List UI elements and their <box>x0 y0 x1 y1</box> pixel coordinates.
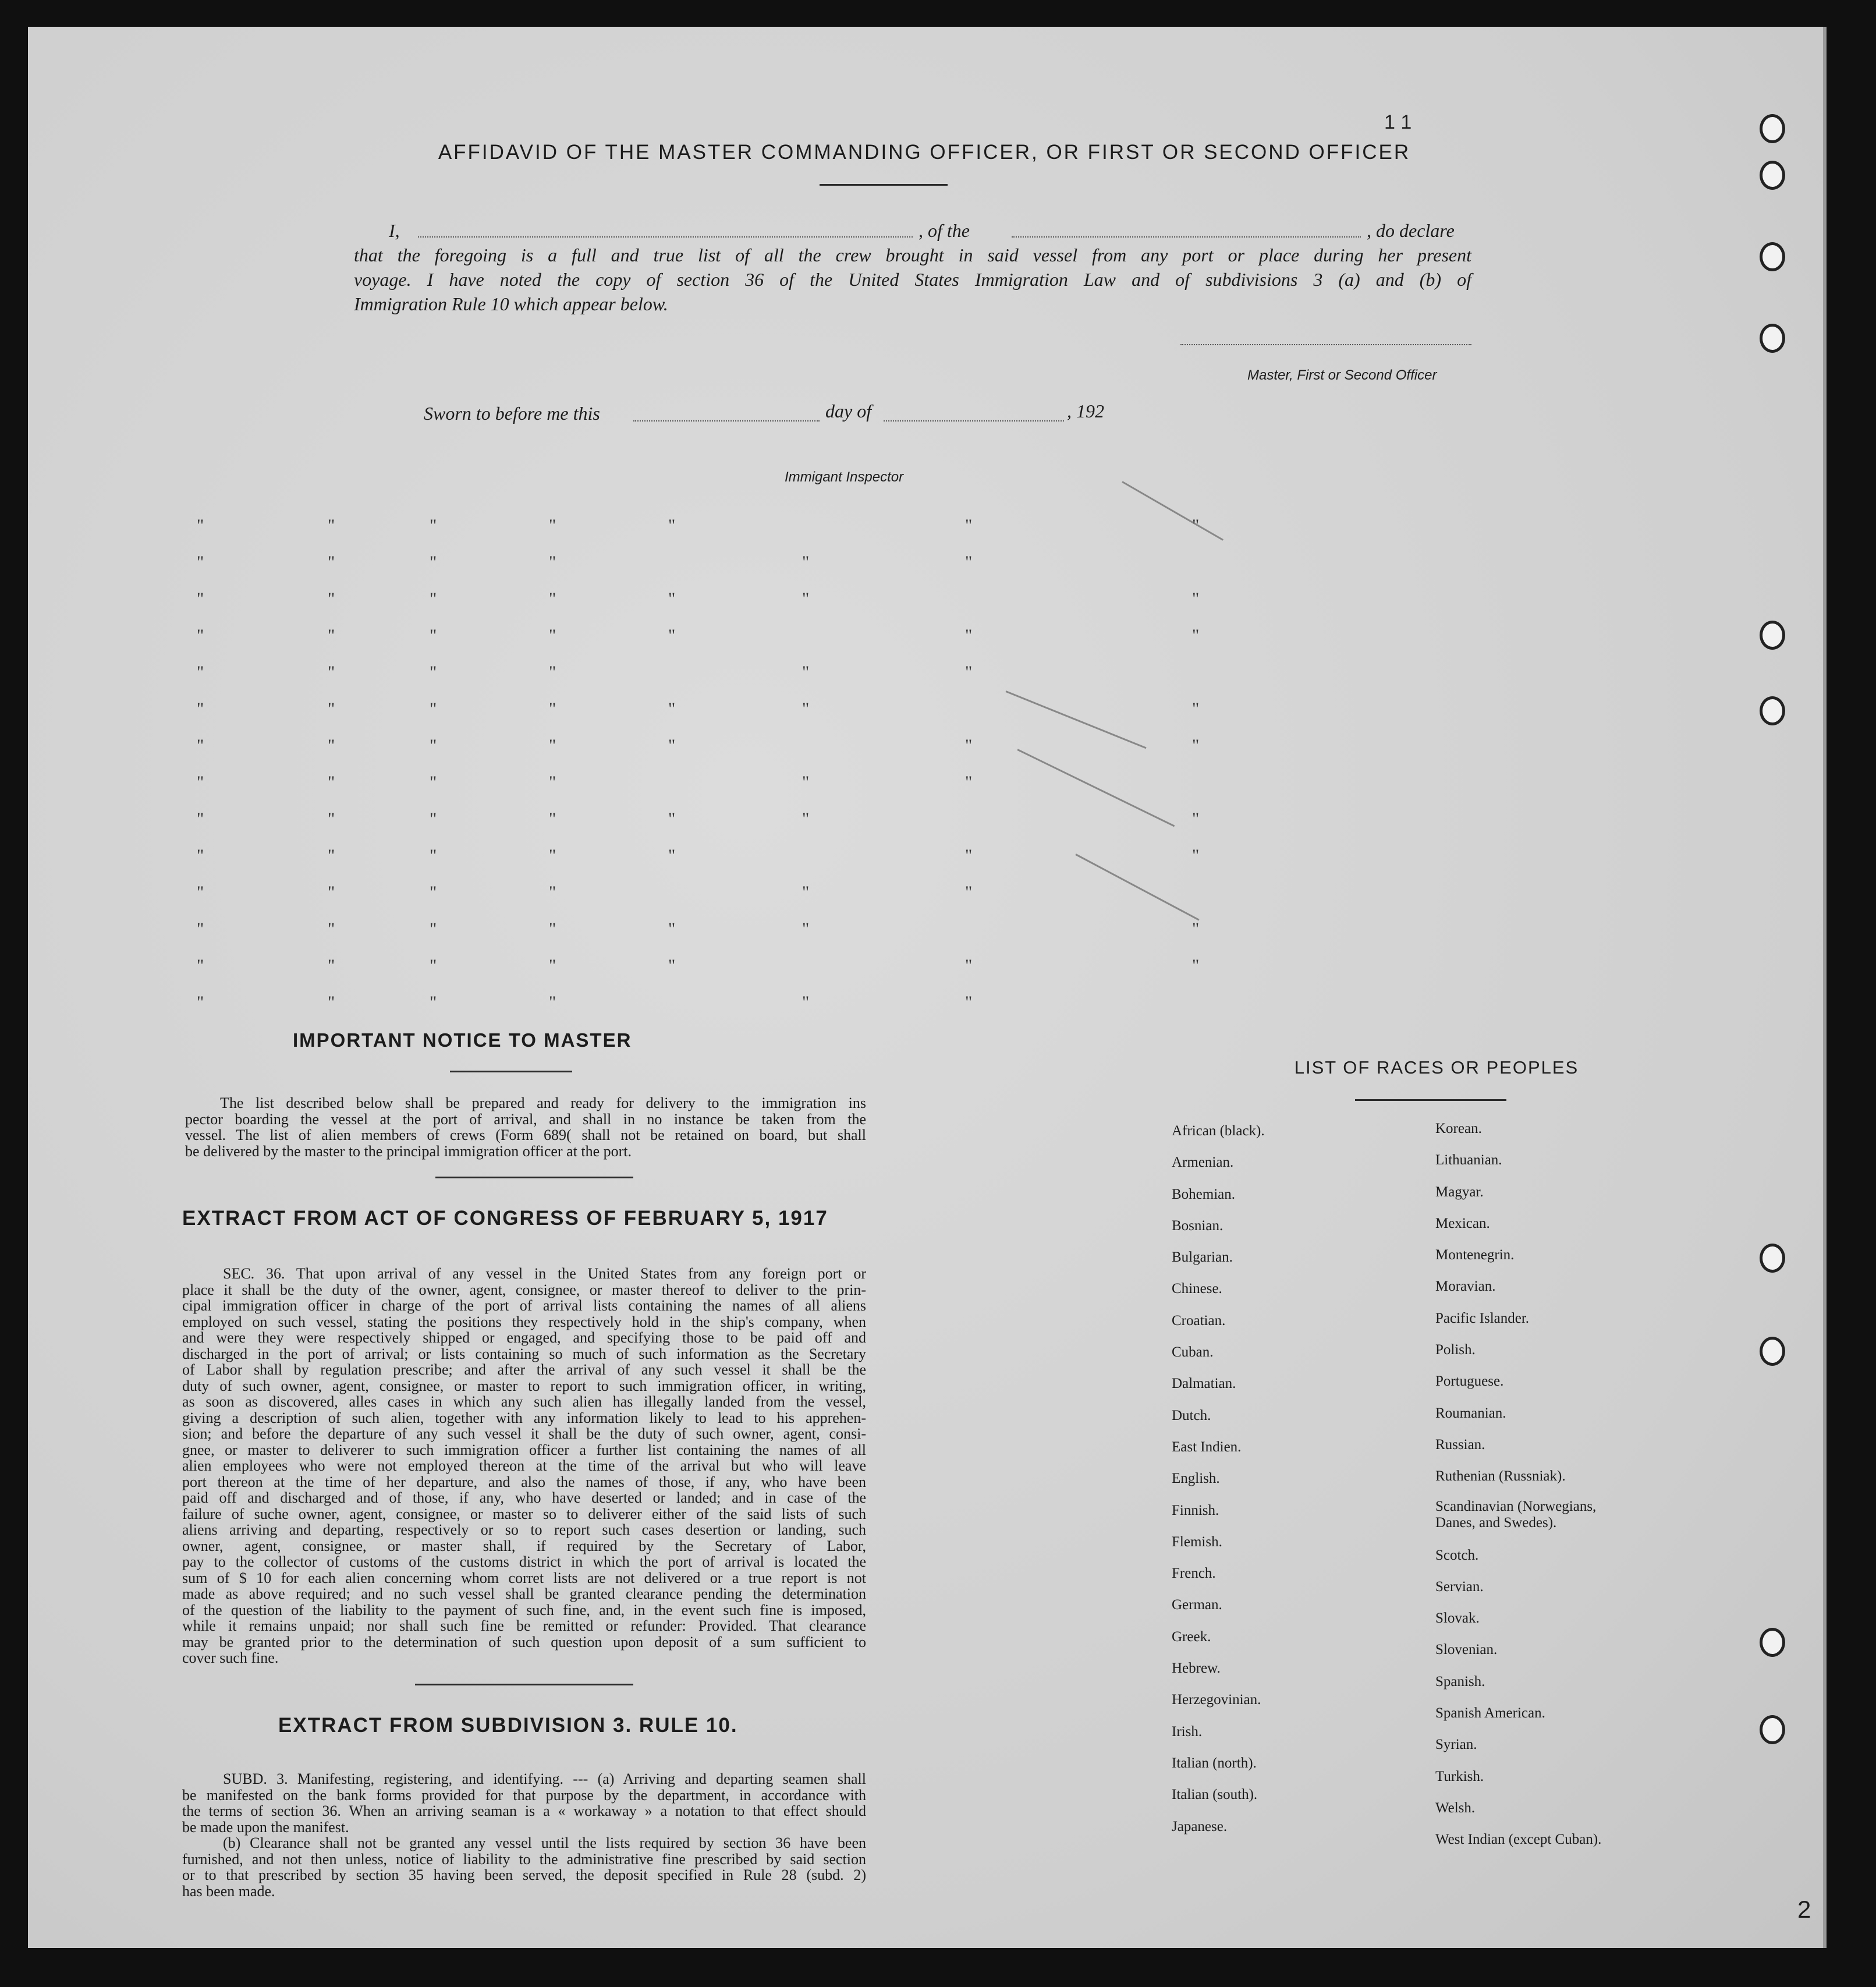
paragraph-line: port thereon at the time of her departure, and also the names of those, if any, who have been <box>182 1473 866 1490</box>
paragraph-line: owner, agent, consignee, or master shall, if required by the Secretary of Labor, <box>182 1537 866 1554</box>
ditto-mark: " <box>549 589 556 608</box>
paragraph-line: of the question of the liability to the payment of such fine, and, in the event such fine is imposed, <box>182 1601 866 1618</box>
notice-line: The list described below shall be prepared and ready for delivery to the immigration ins <box>220 1095 866 1111</box>
paragraph-line: paid off and discharged and of those, if any, who have deserted or landed; and in case of the <box>182 1489 866 1506</box>
ditto-mark: " <box>965 552 973 572</box>
ditto-mark: " <box>1192 956 1200 975</box>
ditto-mark: " <box>328 809 335 828</box>
ditto-mark: " <box>430 919 437 938</box>
ditto-mark: " <box>328 589 335 608</box>
ditto-mark: " <box>965 883 973 902</box>
ditto-mark: " <box>549 956 556 975</box>
paragraph-line: may be granted prior to the determination of such question upon deposit of a sum sufficient to <box>182 1633 866 1650</box>
ditto-mark: " <box>328 993 335 1012</box>
ditto-mark: " <box>668 516 676 535</box>
race-item: East Indien. <box>1172 1439 1242 1455</box>
paragraph-line: of Labor shall by regulation prescribe; and after the arrival of any such vessel it shall be the <box>182 1361 866 1378</box>
signature-line <box>1180 344 1471 345</box>
scratch-mark <box>1005 690 1146 749</box>
ditto-mark: " <box>430 516 437 535</box>
ditto-mark: " <box>328 956 335 975</box>
binder-hole <box>1760 1628 1785 1657</box>
ditto-mark: " <box>668 589 676 608</box>
ditto-mark: " <box>802 919 810 938</box>
binder-hole <box>1760 161 1785 190</box>
ditto-mark: " <box>328 736 335 755</box>
ditto-mark: " <box>1192 919 1200 938</box>
ditto-mark: " <box>802 883 810 902</box>
ditto-mark: " <box>668 699 676 718</box>
ditto-mark: " <box>965 956 973 975</box>
ditto-mark: " <box>1192 809 1200 828</box>
ditto-mark: " <box>430 663 437 682</box>
ditto-mark: " <box>197 919 204 938</box>
ditto-mark: " <box>668 736 676 755</box>
ditto-mark: " <box>549 846 556 865</box>
ditto-mark: " <box>549 516 556 535</box>
ditto-mark: " <box>328 846 335 865</box>
notice-text <box>185 1095 866 1159</box>
ditto-mark: " <box>965 736 973 755</box>
rule-extract-title: EXTRACT FROM SUBDIVISION 3. RULE 10. <box>278 1714 738 1737</box>
day-of-text: day of <box>825 401 872 422</box>
race-item: Irish. <box>1172 1723 1203 1740</box>
ditto-mark: " <box>328 699 335 718</box>
paragraph-line: place it shall be the duty of the owner, agent, consignee, or master thereof to deliver to the prin- <box>182 1281 866 1298</box>
race-item: West Indian (except Cuban). <box>1435 1832 1602 1848</box>
notice-line: vessel. The list of alien members of crews (Form 689( shall not be retained on board, but shall <box>185 1127 866 1143</box>
paragraph-line: SEC. 36. That upon arrival of any vessel in the United States from any foreign port or <box>223 1265 866 1282</box>
ditto-mark: " <box>802 699 810 718</box>
ditto-mark: " <box>549 809 556 828</box>
ditto-mark: " <box>668 626 676 645</box>
races-right-column <box>1435 1113 1610 1856</box>
ditto-mark: " <box>197 993 204 1012</box>
paragraph-line: employed on such vessel, stating the positions they respectively hold in the ship's company, when <box>182 1313 866 1330</box>
race-item: Italian (south). <box>1172 1787 1258 1803</box>
ditto-mark: " <box>328 919 335 938</box>
race-item: Dalmatian. <box>1172 1376 1236 1392</box>
race-item: Slovenian. <box>1435 1642 1498 1658</box>
race-item: Roumanian. <box>1435 1405 1506 1421</box>
race-item: Polish. <box>1435 1342 1476 1358</box>
affidavit-title: AFFIDAVID OF THE MASTER COMMANDING OFFICER, OR FIRST OR SECOND OFFICER <box>438 141 1411 164</box>
race-item: Spanish American. <box>1435 1705 1545 1722</box>
race-item: Greek. <box>1172 1628 1211 1645</box>
ditto-mark: " <box>430 846 437 865</box>
scratch-mark <box>1075 853 1199 920</box>
title-rule <box>820 184 948 186</box>
day-blank <box>633 420 820 422</box>
paragraph-line: sion; and before the departure of any such vessel it shall be the duty of such owner, agent, consi- <box>182 1425 866 1442</box>
act-end-rule <box>415 1684 633 1685</box>
race-item: Chinese. <box>1172 1281 1222 1297</box>
scratch-mark <box>1122 481 1224 541</box>
paragraph-line: aliens arriving and departing, respectively or so to report such cases desertion or landing, such <box>182 1521 866 1538</box>
ditto-mark: " <box>197 956 204 975</box>
ditto-mark: " <box>197 663 204 682</box>
margin-mark: 1 1 <box>1384 111 1412 133</box>
paragraph-line: or to that prescribed by section 35 having been served, the deposit specified in Rule 28 (subd. 2) <box>182 1866 866 1883</box>
race-item: Flemish. <box>1172 1533 1222 1550</box>
ditto-mark: " <box>328 626 335 645</box>
vessel-blank <box>1012 236 1361 238</box>
race-item: Moravian. <box>1435 1278 1496 1295</box>
year-text: , 192 <box>1067 401 1104 422</box>
ditto-mark: " <box>430 993 437 1012</box>
ditto-mark: " <box>802 589 810 608</box>
paragraph-line: cover such fine. <box>182 1649 279 1666</box>
binder-hole <box>1760 324 1785 353</box>
ditto-mark: " <box>328 552 335 572</box>
ditto-mark: " <box>802 993 810 1012</box>
race-item: Ruthenian (Russniak). <box>1435 1468 1566 1485</box>
paragraph-line: failure of suche owner, agent, consignee, or master so to deliverer either of the said lists of such <box>182 1505 866 1522</box>
race-item: Armenian. <box>1172 1154 1234 1171</box>
paragraph-line: (b) Clearance shall not be granted any vessel until the lists required by section 36 have been <box>223 1834 866 1851</box>
paragraph-line: giving a description of such alien, together with any information likely to lead to his apprehen- <box>182 1409 866 1426</box>
ditto-mark: " <box>1192 736 1200 755</box>
ditto-mark: " <box>430 552 437 572</box>
binder-hole <box>1760 621 1785 650</box>
ditto-mark: " <box>965 846 973 865</box>
month-blank <box>884 420 1064 422</box>
ditto-mark: " <box>965 516 973 535</box>
binder-hole <box>1760 242 1785 271</box>
races-title: LIST OF RACES OR PEOPLES <box>1294 1057 1579 1078</box>
ditto-mark: " <box>430 699 437 718</box>
ditto-mark: " <box>197 846 204 865</box>
ditto-mark: " <box>668 809 676 828</box>
race-item: French. <box>1172 1565 1216 1582</box>
affidavit-line-4: Immigration Rule 10 which appear below. <box>354 293 668 314</box>
affidavit-do-declare: , do declare <box>1367 220 1455 241</box>
ditto-mark: " <box>802 663 810 682</box>
paragraph-line: and were they were respectively shipped or engaged, and specifying those to be paid off and <box>182 1329 866 1346</box>
paragraph-line: discharged in the port of arrival; or lists containing so much of such information as the Secretary <box>182 1345 866 1362</box>
paragraph-line: made as above required; and no such vessel shall be granted clearance pending the determination <box>182 1585 866 1602</box>
race-item: Portuguese. <box>1435 1373 1504 1390</box>
race-item: German. <box>1172 1597 1222 1613</box>
ditto-mark: " <box>430 626 437 645</box>
race-item: Finnish. <box>1172 1502 1219 1518</box>
paragraph-line: pay to the collector of customs of the customs district in which the port of arrival is located the <box>182 1553 866 1570</box>
paragraph-line: has been made. <box>182 1882 275 1900</box>
ditto-mark: " <box>668 956 676 975</box>
ditto-mark: " <box>197 773 204 792</box>
ditto-mark: " <box>549 626 556 645</box>
ditto-mark: " <box>328 773 335 792</box>
notice-rule <box>450 1071 572 1072</box>
ditto-mark: " <box>549 699 556 718</box>
ditto-mark: " <box>430 736 437 755</box>
master-signature-label: Master, First or Second Officer <box>1247 367 1437 383</box>
ditto-mark: " <box>549 552 556 572</box>
binder-hole <box>1760 1337 1785 1366</box>
ditto-mark: " <box>328 883 335 902</box>
affidavit-line-2: that the foregoing is a full and true list of all the crew brought in said vessel from any port or place during her present <box>354 245 1471 265</box>
binder-hole <box>1760 1715 1785 1744</box>
ditto-mark: " <box>197 883 204 902</box>
ditto-mark: " <box>197 699 204 718</box>
ditto-mark: " <box>1192 846 1200 865</box>
ditto-mark: " <box>549 919 556 938</box>
inspector-label: Immigant Inspector <box>785 469 904 485</box>
notice-title: IMPORTANT NOTICE TO MASTER <box>293 1029 632 1051</box>
sworn-text: Sworn to before me this <box>424 403 600 424</box>
race-item: Italian (north). <box>1172 1755 1257 1771</box>
race-item: Scotch. <box>1435 1547 1479 1563</box>
ditto-mark: " <box>430 809 437 828</box>
ditto-mark: " <box>197 516 204 535</box>
race-item: Magyar. <box>1435 1184 1484 1200</box>
ditto-mark: " <box>197 552 204 572</box>
ditto-mark: " <box>1192 516 1200 535</box>
race-item: Herzegovinian. <box>1172 1692 1261 1708</box>
ditto-mark: " <box>668 846 676 865</box>
race-item: Mexican. <box>1435 1215 1490 1231</box>
race-item: Croatian. <box>1172 1312 1226 1329</box>
paragraph-line: gnee, or master to deliverer to such immigration officer a further list containing the names of all <box>182 1441 866 1458</box>
race-item: Bohemian. <box>1172 1186 1236 1202</box>
race-item: Lithuanian. <box>1435 1152 1502 1168</box>
affidavit-of-the: , of the <box>919 220 970 241</box>
ditto-mark: " <box>197 589 204 608</box>
binder-hole <box>1760 696 1785 725</box>
paragraph-line: the terms of section 36. When an arriving seaman is a « workaway » a notation to that effect should <box>182 1802 866 1819</box>
race-item: Japanese. <box>1172 1818 1228 1834</box>
paragraph-line: while it remains unpaid; nor shall such fine be remitted or refunder: Provided. That clearance <box>182 1617 866 1634</box>
race-item: Russian. <box>1435 1436 1485 1453</box>
race-item: English. <box>1172 1471 1220 1487</box>
affidavit-line-3: voyage. I have noted the copy of section 36 of the United States Immigration Law and of subdivisions 3 (a) and (b) of <box>354 269 1471 290</box>
race-item: Hebrew. <box>1172 1660 1221 1677</box>
binder-hole <box>1760 114 1785 143</box>
scratch-mark <box>1017 749 1175 827</box>
ditto-mark: " <box>549 993 556 1012</box>
ditto-mark: " <box>1192 626 1200 645</box>
race-item: Turkish. <box>1435 1768 1484 1784</box>
race-item: Bosnian. <box>1172 1217 1224 1234</box>
ditto-mark: " <box>430 883 437 902</box>
ditto-mark: " <box>802 773 810 792</box>
ditto-mark: " <box>549 773 556 792</box>
race-item: Spanish. <box>1435 1673 1485 1690</box>
rule-extract-text <box>182 1771 866 1899</box>
race-item: Servian. <box>1435 1578 1484 1595</box>
ditto-mark: " <box>328 516 335 535</box>
paragraph-line: sum of $ 10 for each alien concerning whom corret lists are not delivered or a true report is not <box>182 1569 866 1586</box>
paragraph-line: SUBD. 3. Manifesting, registering, and identifying. --- (a) Arriving and departing seamen shall <box>223 1770 866 1787</box>
page-number: 2 <box>1797 1896 1811 1923</box>
race-item: Slovak. <box>1435 1610 1480 1627</box>
binder-hole <box>1760 1244 1785 1273</box>
races-rule <box>1355 1099 1506 1101</box>
ditto-mark: " <box>430 956 437 975</box>
race-item: Scandinavian (Norwegians, Danes, and Swedes). <box>1435 1498 1597 1531</box>
ditto-mark: " <box>549 883 556 902</box>
ditto-mark: " <box>965 773 973 792</box>
notice-line: be delivered by the master to the principal immigration officer at the port. <box>185 1142 632 1160</box>
affidavit-i: I, <box>389 220 400 241</box>
paragraph-line: as soon as discovered, alles cases in which any such alien has illegally landed from the vessel, <box>182 1393 866 1410</box>
notice-end-rule <box>435 1177 633 1178</box>
ditto-mark: " <box>965 993 973 1012</box>
paragraph-line: be manifested on the bank forms provided for that purpose by the department, in accordance with <box>182 1786 866 1804</box>
paragraph-line: cipal immigration officer in charge of the port of arrival lists containing the names of all aliens <box>182 1297 866 1314</box>
ditto-mark: " <box>549 736 556 755</box>
ditto-mark: " <box>965 626 973 645</box>
act-extract-text <box>182 1266 866 1666</box>
paragraph-line: duty of such owner, agent, consignee, or master to report to such immigration officer, in writing, <box>182 1377 866 1394</box>
race-item: Dutch. <box>1172 1407 1211 1423</box>
races-left-column <box>1172 1115 1265 1843</box>
ditto-mark: " <box>668 919 676 938</box>
document-page <box>28 27 1827 1948</box>
ditto-mark: " <box>1192 589 1200 608</box>
ditto-mark: " <box>197 736 204 755</box>
paragraph-line: be made upon the manifest. <box>182 1818 349 1836</box>
ditto-mark: " <box>1192 699 1200 718</box>
race-item: Bulgarian. <box>1172 1249 1233 1266</box>
ditto-mark: " <box>802 552 810 572</box>
ditto-mark: " <box>197 809 204 828</box>
race-item: Pacific Islander. <box>1435 1310 1530 1326</box>
notice-line: pector boarding the vessel at the port of arrival, and shall in no instance be taken from the <box>185 1110 866 1128</box>
race-item: African (black). <box>1172 1123 1265 1139</box>
race-item: Korean. <box>1435 1121 1482 1136</box>
race-item: Syrian. <box>1435 1737 1477 1753</box>
race-item: Cuban. <box>1172 1344 1214 1361</box>
ditto-mark: " <box>549 663 556 682</box>
ditto-mark: " <box>802 809 810 828</box>
ditto-mark: " <box>430 589 437 608</box>
ditto-mark: " <box>965 663 973 682</box>
race-item: Welsh. <box>1435 1800 1476 1816</box>
act-extract-title: EXTRACT FROM ACT OF CONGRESS OF FEBRUARY 5, 1917 <box>182 1207 828 1230</box>
ditto-mark: " <box>328 663 335 682</box>
ditto-mark: " <box>197 626 204 645</box>
paragraph-line: alien employees who were not employed thereon at the time of the arrival but who will leave <box>182 1457 866 1474</box>
name-blank <box>418 236 913 238</box>
paragraph-line: furnished, and not then unless, notice of liability to the administrative fine prescribed by said section <box>182 1850 866 1868</box>
ditto-mark: " <box>430 773 437 792</box>
race-item: Montenegrin. <box>1435 1247 1515 1263</box>
